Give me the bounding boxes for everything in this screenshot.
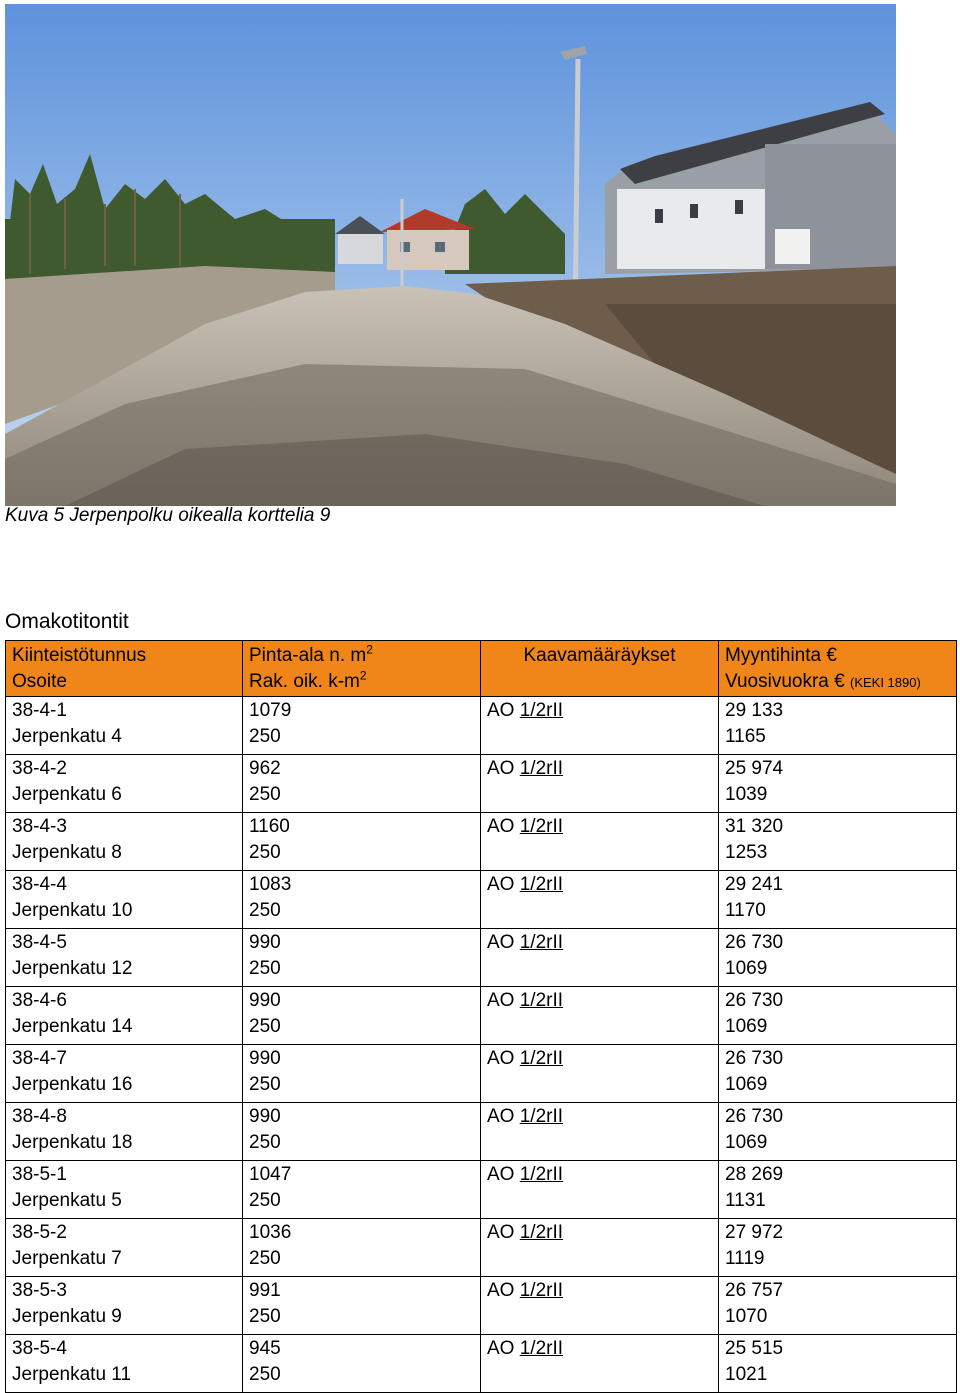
- table-row: [6, 929, 957, 987]
- zoning-code-link[interactable]: 1/2rII: [519, 1280, 564, 1301]
- cell-price: [719, 871, 957, 929]
- zoning-code-link[interactable]: 1/2rII: [519, 700, 564, 721]
- property-address: Jerpenkatu 14: [12, 1016, 133, 1037]
- zoning-prefix: AO: [487, 700, 515, 721]
- property-id: 38-4-1: [12, 700, 67, 721]
- annual-rent: 1039: [725, 784, 768, 805]
- cell-area: [243, 1045, 481, 1103]
- header-build-right: [249, 669, 480, 695]
- table-row: [6, 813, 957, 871]
- header-price: Myyntihinta €: [725, 645, 837, 666]
- property-id: 38-4-5: [12, 932, 67, 953]
- zoning-prefix: AO: [487, 1280, 515, 1301]
- cell-property: [6, 1161, 243, 1219]
- property-address: Jerpenkatu 12: [12, 958, 133, 979]
- table-row: [6, 1277, 957, 1335]
- zoning-regulation: [487, 872, 718, 898]
- table-row: [6, 987, 957, 1045]
- plot-area: 945: [249, 1338, 281, 1359]
- cell-area: [243, 929, 481, 987]
- property-address: Jerpenkatu 11: [12, 1364, 132, 1385]
- zoning-regulation: [487, 814, 718, 840]
- zoning-code-link[interactable]: 1/2rII: [519, 990, 564, 1011]
- cell-property: [6, 871, 243, 929]
- annual-rent: 1253: [725, 842, 768, 863]
- property-id: 38-4-8: [12, 1106, 67, 1127]
- plot-area: 990: [249, 1106, 281, 1127]
- cell-zoning: [481, 1219, 719, 1277]
- table-row: [6, 1161, 957, 1219]
- header-property-id-address: [6, 641, 243, 697]
- zoning-regulation: [487, 988, 718, 1014]
- property-address: Jerpenkatu 4: [12, 726, 122, 747]
- annual-rent: 1119: [725, 1248, 765, 1269]
- zoning-code-link[interactable]: 1/2rII: [519, 758, 564, 779]
- property-address: Jerpenkatu 6: [12, 784, 122, 805]
- header-area: [249, 643, 480, 669]
- zoning-code-link[interactable]: 1/2rII: [519, 816, 564, 837]
- plot-area: 1160: [249, 816, 290, 837]
- cell-area: [243, 697, 481, 755]
- zoning-prefix: AO: [487, 758, 515, 779]
- cell-price: [719, 1277, 957, 1335]
- property-id: 38-4-7: [12, 1048, 67, 1069]
- table-header-row: [6, 641, 957, 697]
- property-id: 38-5-2: [12, 1222, 67, 1243]
- building-right: 250: [249, 1306, 281, 1327]
- property-id: 38-5-1: [12, 1164, 67, 1185]
- property-id: 38-4-2: [12, 758, 67, 779]
- cell-price: [719, 755, 957, 813]
- cell-zoning: [481, 987, 719, 1045]
- plot-area: 990: [249, 1048, 281, 1069]
- property-id: 38-4-4: [12, 874, 67, 895]
- building-right: 250: [249, 1132, 281, 1153]
- zoning-regulation: [487, 1104, 718, 1130]
- plot-area: 1036: [249, 1222, 292, 1243]
- zoning-regulation: [487, 1278, 718, 1304]
- zoning-code-link[interactable]: 1/2rII: [519, 1164, 564, 1185]
- cell-price: [719, 1161, 957, 1219]
- plot-area: 962: [249, 758, 281, 779]
- property-address: Jerpenkatu 9: [12, 1306, 122, 1327]
- sale-price: 28 269: [725, 1164, 784, 1185]
- cell-area: [243, 755, 481, 813]
- property-id: 38-4-3: [12, 816, 67, 837]
- cell-property: [6, 755, 243, 813]
- cell-price: [719, 697, 957, 755]
- building-right: 250: [249, 784, 281, 805]
- sale-price: 27 972: [725, 1222, 784, 1243]
- cell-price: [719, 987, 957, 1045]
- header-rent-text: Vuosivuokra €: [725, 671, 845, 692]
- cell-zoning: [481, 813, 719, 871]
- street-photo: [5, 4, 896, 506]
- table-row: [6, 697, 957, 755]
- cell-price: [719, 1103, 957, 1161]
- cell-property: [6, 813, 243, 871]
- zoning-prefix: AO: [487, 1222, 515, 1243]
- zoning-prefix: AO: [487, 932, 515, 953]
- table-row: [6, 871, 957, 929]
- cell-zoning: [481, 755, 719, 813]
- building-right: 250: [249, 1016, 281, 1037]
- sale-price: 31 320: [725, 816, 784, 837]
- street-photo-drawing: [5, 4, 896, 506]
- table-body: [6, 697, 957, 1393]
- zoning-regulation: [487, 756, 718, 782]
- header-area-text: Pinta-ala n. m: [249, 645, 367, 666]
- annual-rent: 1070: [725, 1306, 768, 1327]
- zoning-regulation: [487, 1046, 718, 1072]
- cell-area: [243, 987, 481, 1045]
- annual-rent: 1021: [725, 1364, 768, 1385]
- header-rent: [725, 669, 956, 696]
- sale-price: 26 730: [725, 990, 784, 1011]
- annual-rent: 1069: [725, 958, 768, 979]
- cell-zoning: [481, 1277, 719, 1335]
- cell-price: [719, 929, 957, 987]
- table-row: [6, 1219, 957, 1277]
- cell-area: [243, 871, 481, 929]
- building-right: 250: [249, 1248, 281, 1269]
- property-address: Jerpenkatu 8: [12, 842, 122, 863]
- property-id: 38-4-6: [12, 990, 67, 1011]
- plot-area: 1079: [249, 700, 292, 721]
- cell-zoning: [481, 1045, 719, 1103]
- table-row: [6, 755, 957, 813]
- cell-property: [6, 987, 243, 1045]
- property-address: Jerpenkatu 5: [12, 1190, 122, 1211]
- zoning-code-link[interactable]: 1/2rII: [519, 1106, 564, 1127]
- cell-zoning: [481, 871, 719, 929]
- header-area-build-right: [243, 641, 481, 697]
- cell-property: [6, 1335, 243, 1393]
- header-zoning: Kaavamääräykset: [481, 641, 719, 697]
- zoning-regulation: [487, 1220, 718, 1246]
- cell-property: [6, 697, 243, 755]
- zoning-regulation: [487, 1336, 718, 1362]
- cell-price: [719, 1335, 957, 1393]
- property-address: Jerpenkatu 10: [12, 900, 133, 921]
- header-area-sup: 2: [366, 642, 373, 657]
- zoning-prefix: AO: [487, 1106, 515, 1127]
- zoning-code-link[interactable]: 1/2rII: [519, 932, 564, 953]
- building-right: 250: [249, 958, 281, 979]
- plot-area: 1083: [249, 874, 292, 895]
- cell-area: [243, 1277, 481, 1335]
- header-property-id: Kiinteistötunnus: [12, 645, 147, 666]
- photo-caption: Kuva 5 Jerpenpolku oikealla korttelia 9: [5, 505, 331, 526]
- zoning-prefix: AO: [487, 816, 515, 837]
- cell-area: [243, 1219, 481, 1277]
- zoning-prefix: AO: [487, 990, 515, 1011]
- zoning-code-link[interactable]: 1/2rII: [519, 874, 564, 895]
- table-row: [6, 1103, 957, 1161]
- cell-area: [243, 1103, 481, 1161]
- zoning-code-link[interactable]: 1/2rII: [519, 1048, 564, 1069]
- sale-price: 25 974: [725, 758, 784, 779]
- property-address: Jerpenkatu 18: [12, 1132, 133, 1153]
- sale-price: 26 730: [725, 1048, 784, 1069]
- cell-zoning: [481, 1335, 719, 1393]
- annual-rent: 1069: [725, 1016, 768, 1037]
- building-right: 250: [249, 900, 281, 921]
- header-build-right-text: Rak. oik. k-m: [249, 671, 360, 692]
- header-address: Osoite: [12, 671, 67, 692]
- annual-rent: 1131: [725, 1190, 766, 1211]
- property-address: Jerpenkatu 7: [12, 1248, 122, 1269]
- sale-price: 29 133: [725, 700, 784, 721]
- zoning-regulation: [487, 930, 718, 956]
- annual-rent: 1170: [725, 900, 766, 921]
- cell-area: [243, 1161, 481, 1219]
- property-address: Jerpenkatu 16: [12, 1074, 133, 1095]
- property-id: 38-5-4: [12, 1338, 67, 1359]
- zoning-prefix: AO: [487, 1338, 515, 1359]
- annual-rent: 1069: [725, 1132, 768, 1153]
- header-rent-index: (KEKI 1890): [849, 675, 921, 690]
- sale-price: 26 730: [725, 1106, 784, 1127]
- table-row: [6, 1335, 957, 1393]
- cell-property: [6, 1219, 243, 1277]
- sale-price: 29 241: [725, 874, 784, 895]
- plot-area: 1047: [249, 1164, 292, 1185]
- cell-property: [6, 929, 243, 987]
- zoning-prefix: AO: [487, 1048, 515, 1069]
- zoning-prefix: AO: [487, 874, 515, 895]
- plot-area: 990: [249, 932, 281, 953]
- header-build-right-sup: 2: [359, 668, 367, 683]
- zoning-prefix: AO: [487, 1164, 515, 1185]
- property-id: 38-5-3: [12, 1280, 67, 1301]
- cell-zoning: [481, 1161, 719, 1219]
- zoning-code-link[interactable]: 1/2rII: [519, 1222, 564, 1243]
- building-right: 250: [249, 1074, 281, 1095]
- cell-zoning: [481, 1103, 719, 1161]
- building-right: 250: [249, 842, 281, 863]
- cell-area: [243, 813, 481, 871]
- zoning-regulation: [487, 1162, 718, 1188]
- table-header: [6, 641, 957, 697]
- zoning-regulation: [487, 698, 718, 724]
- plots-table: [5, 640, 957, 1393]
- building-right: 250: [249, 1190, 281, 1211]
- cell-zoning: [481, 697, 719, 755]
- cell-property: [6, 1103, 243, 1161]
- cell-price: [719, 1219, 957, 1277]
- plot-area: 991: [249, 1280, 281, 1301]
- annual-rent: 1165: [725, 726, 766, 747]
- section-title: Omakotitontit: [5, 610, 129, 633]
- building-right: 250: [249, 1364, 281, 1385]
- cell-price: [719, 813, 957, 871]
- sale-price: 26 757: [725, 1280, 784, 1301]
- cell-price: [719, 1045, 957, 1103]
- annual-rent: 1069: [725, 1074, 768, 1095]
- sale-price: 25 515: [725, 1338, 784, 1359]
- plot-area: 990: [249, 990, 281, 1011]
- cell-property: [6, 1277, 243, 1335]
- sale-price: 26 730: [725, 932, 784, 953]
- table-row: [6, 1045, 957, 1103]
- building-right: 250: [249, 726, 281, 747]
- cell-area: [243, 1335, 481, 1393]
- header-price-rent: [719, 641, 957, 697]
- cell-property: [6, 1045, 243, 1103]
- cell-zoning: [481, 929, 719, 987]
- zoning-code-link[interactable]: 1/2rII: [519, 1338, 564, 1359]
